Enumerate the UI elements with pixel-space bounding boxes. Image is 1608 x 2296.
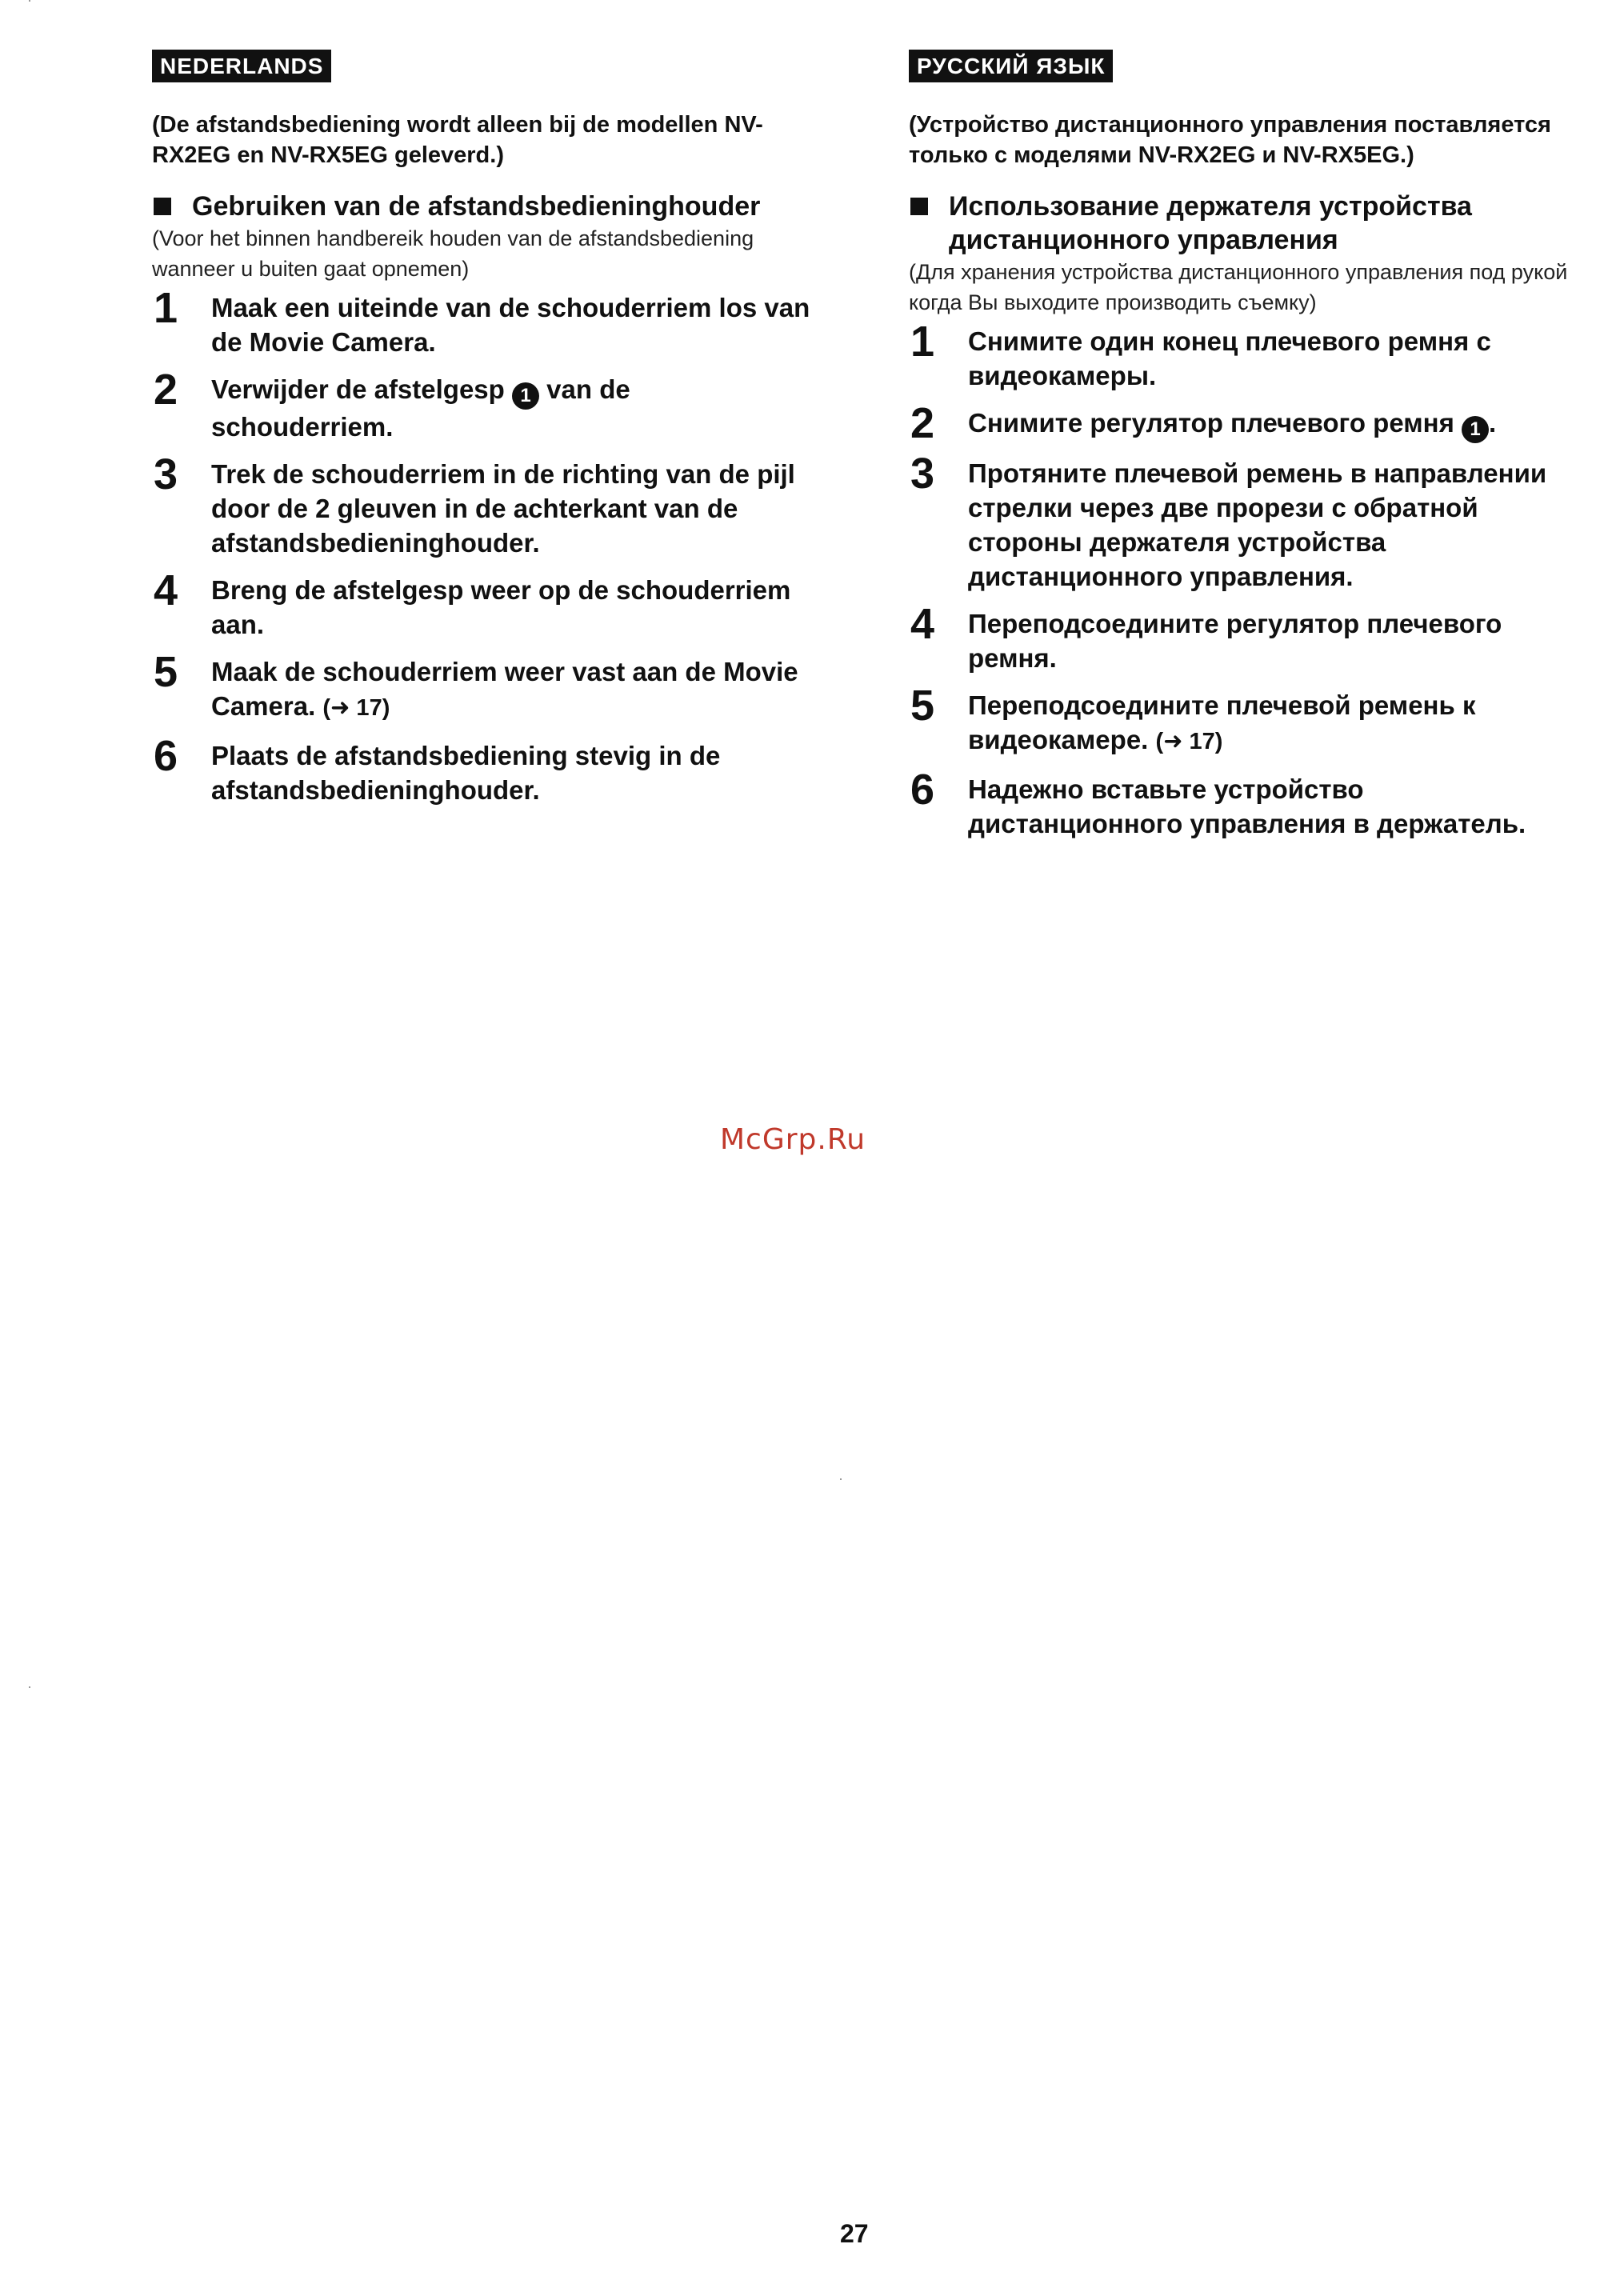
step-4-ru: [909, 600, 1573, 675]
step-number: 3: [910, 450, 935, 498]
step-5-nl: [152, 648, 816, 726]
scan-speck: [29, 1686, 30, 1688]
step-number: 5: [154, 648, 178, 696]
step-2-ru: [909, 399, 1573, 447]
circled-number-1-icon: 1: [1462, 416, 1489, 443]
step-number: 1: [154, 284, 178, 332]
language-label-ru: РУССКИЙ ЯЗЫК: [909, 50, 1113, 82]
scan-speck: [840, 1478, 842, 1480]
step-number: 1: [910, 318, 935, 366]
step-number: 6: [154, 732, 178, 780]
step-text-continued: .: [1489, 408, 1497, 438]
step-text: Verwijder de afstelgesp: [211, 374, 512, 404]
step-text: Протяните плечевой ремень в направлении стрелки через две прорези с обратной стороны держателя устройства дистанционного управления.: [968, 458, 1547, 591]
step-number: 2: [154, 366, 178, 414]
step-text: Trek de schouderriem in de richting van de pijl door de 2 gleuven in de achterkant van de afstandsbedieninghouder.: [211, 459, 795, 558]
step-text: Переподсоедините регулятор плечевого ремня.: [968, 609, 1502, 673]
subheading-nl: (Voor het binnen handbereik houden van de afstandsbediening wanneer u buiten gaat opnemen): [152, 226, 754, 281]
subheading-ru: (Для хранения устройства дистанционного управления под рукой когда Вы выходите производить съемку): [909, 260, 1568, 314]
step-number: 4: [154, 566, 178, 614]
step-text: Переподсоедините плечевой ремень к видеокамере.: [968, 690, 1476, 754]
step-text: Maak een uiteinde van de schouderriem los van de Movie Camera.: [211, 293, 810, 357]
square-bullet-icon: [910, 198, 928, 215]
section-heading-nl: [152, 190, 816, 223]
step-6-nl: [152, 732, 816, 807]
step-2-nl: [152, 366, 816, 444]
note-ru: (Устройство дистанционного управления поставляется только с моделями NV-RX2EG и NV-RX5EG.): [909, 112, 1551, 168]
page-reference: (➜ 17): [1155, 729, 1223, 754]
step-text: Надежно вставьте устройство дистанционного управления в держатель.: [968, 774, 1526, 838]
step-text: Снимите регулятор плечевого ремня: [968, 408, 1462, 438]
page-reference: (➜ 17): [322, 695, 390, 721]
step-5-ru: [909, 682, 1573, 759]
step-number: 2: [910, 399, 935, 447]
watermark: McGrp.Ru: [720, 1123, 866, 1156]
step-text-continued: van de schouderriem.: [211, 374, 630, 442]
scan-speck: [29, 0, 30, 2]
step-number: 3: [154, 450, 178, 498]
step-number: 6: [910, 766, 935, 814]
square-bullet-icon: [154, 198, 171, 215]
column-nederlands: [152, 50, 816, 820]
step-1-nl: [152, 284, 816, 359]
step-text: Plaats de afstandsbediening stevig in de afstandsbedieninghouder.: [211, 741, 721, 805]
steps-list-nl: [152, 284, 816, 807]
steps-list-ru: [909, 318, 1573, 841]
section-heading-ru: [909, 190, 1573, 257]
step-text: Maak de schouderriem weer vast aan de Movie Camera.: [211, 657, 798, 721]
note-nl: (De afstandsbediening wordt alleen bij de modellen NV-RX2EG en NV-RX5EG geleverd.): [152, 112, 763, 168]
step-text: Снимите один конец плечевого ремня с видеокамеры.: [968, 326, 1491, 390]
step-6-ru: [909, 766, 1573, 841]
circled-number-1-icon: 1: [512, 382, 539, 410]
heading-text-nl: Gebruiken van de afstandsbedieninghouder: [192, 191, 761, 222]
step-number: 4: [910, 600, 935, 648]
step-4-nl: [152, 566, 816, 642]
step-1-ru: [909, 318, 1573, 393]
step-text: Breng de afstelgesp weer op de schouderriem aan.: [211, 575, 791, 639]
step-number: 5: [910, 682, 935, 730]
heading-text-ru: Использование держателя устройства дистанционного управления: [949, 191, 1472, 255]
step-3-nl: [152, 450, 816, 560]
language-label-nl: NEDERLANDS: [152, 50, 331, 82]
step-3-ru: [909, 450, 1573, 594]
page-number: 27: [840, 2219, 869, 2248]
column-russian: [909, 50, 1573, 854]
